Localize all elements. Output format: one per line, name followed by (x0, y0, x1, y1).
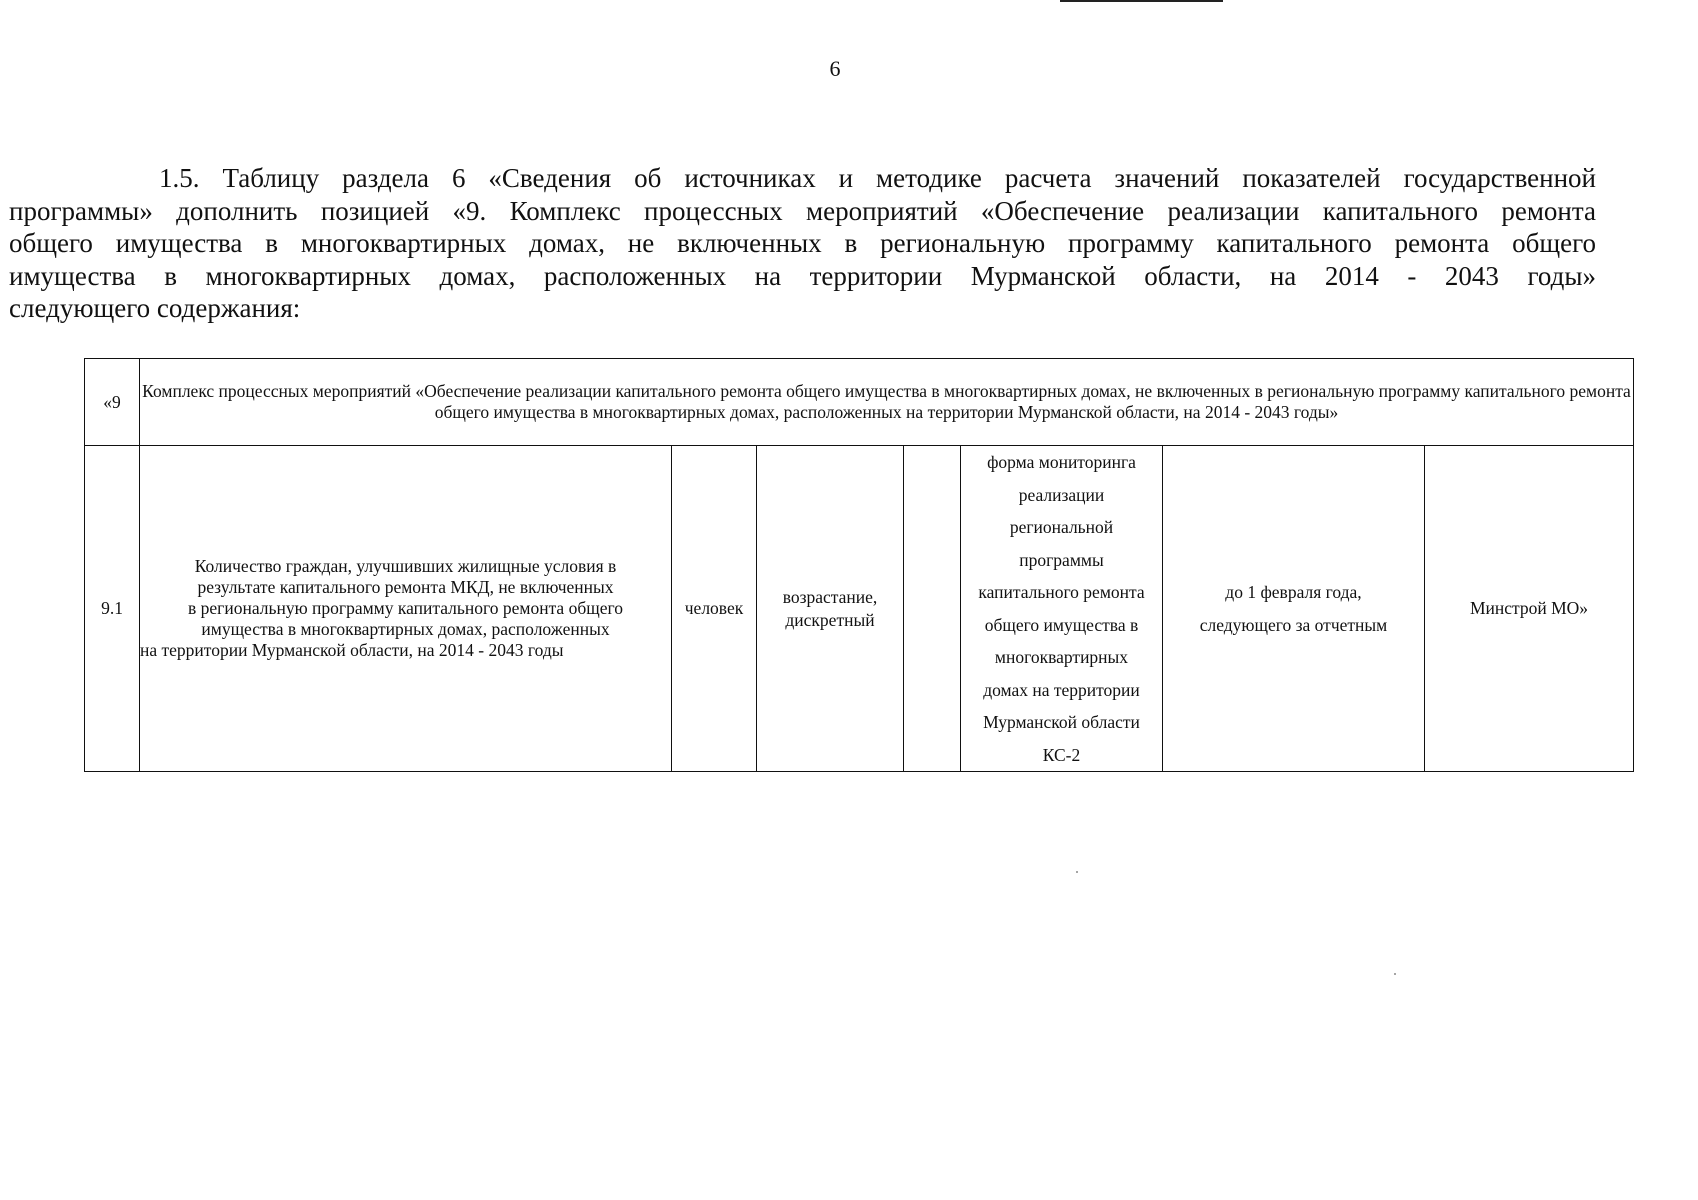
dynamics-line: дискретный (785, 609, 875, 630)
page-number: 6 (829, 56, 841, 81)
paragraph-line: имущества в многоквартирных домах, расположенных на территории Мурманской области, на 2014 - 2043 годы» (9, 260, 1596, 291)
amendment-paragraph (9, 162, 1596, 325)
source-form-line: домах на территории (983, 679, 1140, 700)
paragraph-line: программы» дополнить позицией «9. Комплекс процессных мероприятий «Обеспечение реализации капитального ремонта (9, 195, 1596, 226)
source-form-cell (961, 446, 1163, 772)
source-form-line: реализации (1018, 484, 1105, 505)
table-row (85, 446, 1634, 772)
source-form-line: общего имущества в (984, 614, 1139, 635)
indicator-name-cell (140, 446, 672, 772)
unit-cell: человек (672, 446, 757, 772)
paragraph-line: 1.5. Таблицу раздела 6 «Сведения об источниках и методике расчета значений показателей государственной (159, 163, 1596, 193)
row-number-cell: 9.1 (85, 446, 140, 772)
source-form-line: капитального ремонта (978, 582, 1145, 602)
paragraph-line: общего имущества в многоквартирных домах, не включенных в региональную программу капитального ремонта общего (9, 228, 1596, 258)
source-form-line: КС-2 (1042, 744, 1081, 765)
top-rule (1060, 0, 1223, 2)
paragraph-line: следующего содержания: (9, 293, 301, 323)
dynamics-cell (757, 446, 904, 772)
scan-speck (1076, 871, 1078, 873)
source-form-line: многоквартирных (994, 647, 1129, 667)
empty-cell (904, 446, 961, 772)
responsible-cell: Минстрой МО» (1425, 446, 1634, 772)
indicator-name-line: результате капитального ремонта МКД, не включенных (197, 577, 614, 597)
indicator-name-line: в региональную программу капитального ремонта общего (188, 598, 623, 618)
deadline-line: следующего за отчетным (1199, 614, 1388, 635)
source-form-line: Мурманской области (983, 712, 1140, 732)
table-header-row (85, 359, 1634, 446)
indicator-name-line: имущества в многоквартирных домах, расположенных (201, 619, 610, 639)
header-title-cell: Комплекс процессных мероприятий «Обеспечение реализации капитального ремонта общего имущества в многоквартирных домах, не включенных в региональную программу капитального ремонта общего имущества в многоквартирных домах, расположенных на территории Мурманской области, на 2014 - 2043 годы» (140, 359, 1634, 446)
indicator-name-line: Количество граждан, улучшивших жилищные условия в (194, 556, 617, 576)
scan-speck (1394, 973, 1396, 975)
deadline-line: до 1 февраля года, (1225, 582, 1362, 602)
source-form-line: форма мониторинга (987, 452, 1136, 472)
indicator-name-line: на территории Мурманской области, на 2014 - 2043 годы (140, 640, 564, 660)
header-number-cell: «9 (85, 359, 140, 446)
source-form-line: региональной (1009, 517, 1114, 537)
deadline-cell (1163, 446, 1425, 772)
dynamics-line: возрастание, (782, 586, 878, 607)
indicator-table (84, 358, 1634, 772)
source-form-line: программы (1019, 549, 1104, 570)
